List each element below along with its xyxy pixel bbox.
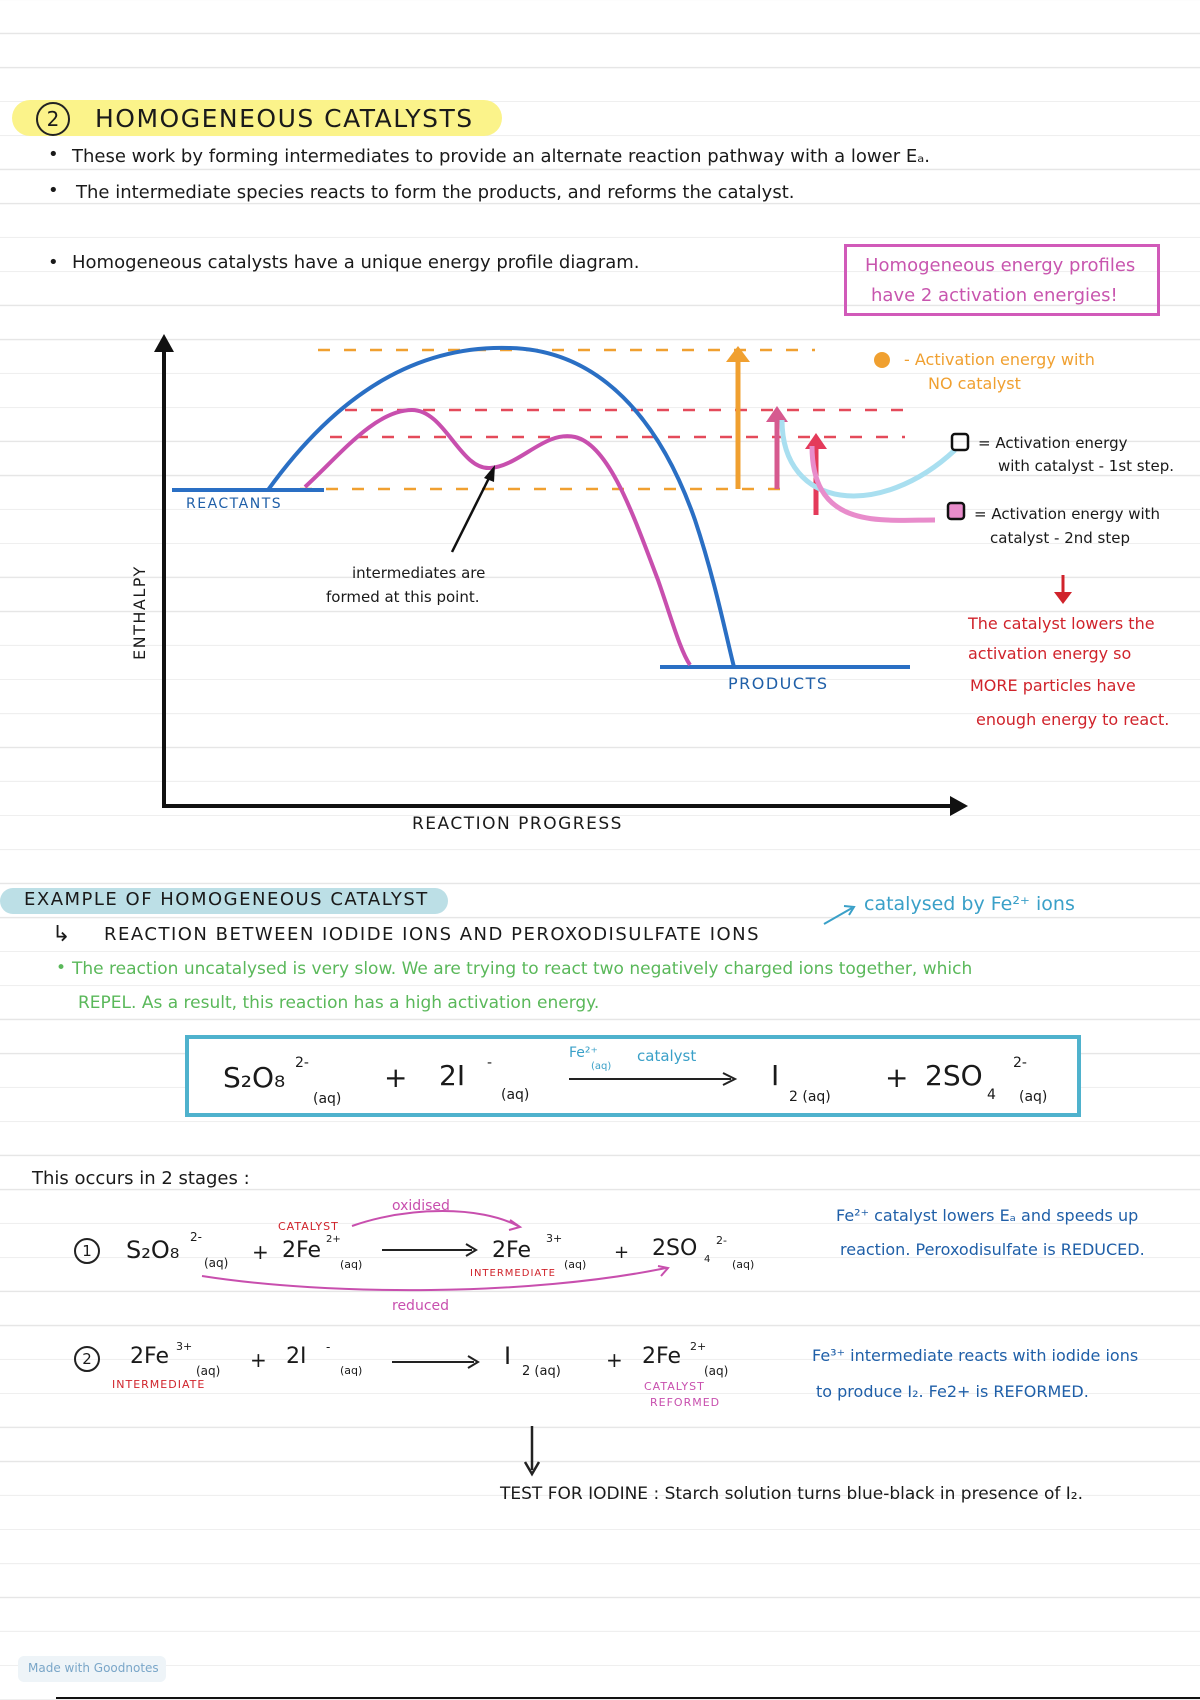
stage2-note-1: Fe³⁺ intermediate reacts with iodide ions xyxy=(812,1346,1139,1365)
section-title: HOMOGENEOUS CATALYSTS xyxy=(95,104,474,133)
x-axis-label: REACTION PROGRESS xyxy=(412,814,623,834)
stage1-sulfate: 2SO xyxy=(652,1236,698,1261)
explanation-4: enough energy to react. xyxy=(976,710,1170,729)
main-equation-box xyxy=(185,1035,1081,1117)
stage1-plus: + xyxy=(614,1242,630,1263)
stage2-number: 2 xyxy=(74,1346,100,1372)
stage1-plus: + xyxy=(252,1240,269,1264)
stage2-note-2: to produce I₂. Fe2+ is REFORMED. xyxy=(816,1382,1089,1401)
stage1-iron3-charge: 3+ xyxy=(546,1232,563,1245)
explanation-2: activation energy so xyxy=(968,644,1132,663)
intermediates-note-1: intermediates are xyxy=(352,564,486,582)
profile-note: Homogeneous catalysts have a unique energy profile diagram. xyxy=(72,252,640,273)
bullet-dot: • xyxy=(56,958,67,978)
section-number: 2 xyxy=(36,102,70,136)
stage2-plus: + xyxy=(250,1348,267,1372)
stage2-state: (aq) xyxy=(340,1364,363,1377)
eq-catalyst-word: catalyst xyxy=(637,1047,697,1065)
stage1-iron3: 2Fe xyxy=(492,1238,531,1263)
footer-divider xyxy=(56,1697,1200,1699)
eq-iodide: 2I xyxy=(439,1059,466,1092)
stage2-iron2: 2Fe xyxy=(642,1344,681,1369)
eq-iodine: I xyxy=(771,1059,780,1092)
stage2-state: (aq) xyxy=(196,1364,221,1378)
eq-plus: + xyxy=(384,1061,408,1094)
example-explanation-1: The reaction uncatalysed is very slow. We are trying to react two negatively charged ions together, which xyxy=(72,959,973,979)
eq-iodine-sub: 2 (aq) xyxy=(789,1089,831,1105)
stage1-state: (aq) xyxy=(732,1258,755,1271)
eq-state-aq: (aq) xyxy=(1019,1089,1048,1105)
stage2-iodide-charge: - xyxy=(326,1340,331,1354)
stage2-reformed-tag: REFORMED xyxy=(650,1396,721,1409)
eq-state-aq: (aq) xyxy=(313,1091,342,1107)
bullet-dot: • xyxy=(48,144,59,165)
legend-step2-1: = Activation energy with xyxy=(974,505,1161,523)
legend-step2-2: catalyst - 2nd step xyxy=(990,529,1130,547)
stage1-peroxodisulfate-charge: 2- xyxy=(190,1230,202,1244)
stage1-state: (aq) xyxy=(204,1256,229,1270)
stage1-reduced-label: reduced xyxy=(392,1298,450,1314)
stage1-note-2: reaction. Peroxodisulfate is REDUCED. xyxy=(840,1240,1145,1259)
footer-badge xyxy=(18,1656,166,1682)
eq-plus: + xyxy=(885,1061,909,1094)
step1-bracket xyxy=(782,420,955,496)
stage2-iron3: 2Fe xyxy=(130,1344,169,1369)
callout-line-1: Homogeneous energy profiles xyxy=(865,255,1136,276)
example-title: EXAMPLE OF HOMOGENEOUS CATALYST xyxy=(24,889,429,910)
bullet-dot: • xyxy=(48,252,59,273)
stage1-intermediate-tag: INTERMEDIATE xyxy=(470,1268,556,1279)
legend-no-catalyst-1: - Activation energy with xyxy=(904,350,1095,369)
reaction-arrow-icon xyxy=(567,1069,739,1089)
uncatalysed-curve xyxy=(268,348,734,667)
stage1-peroxodisulfate: S₂O₈ xyxy=(126,1236,180,1264)
example-explanation-2: REPEL. As a result, this reaction has a high activation energy. xyxy=(78,993,600,1013)
stage1-sulfate-sub: 4 xyxy=(704,1254,711,1265)
explanation-3: MORE particles have xyxy=(970,676,1136,695)
stage2-iodine: I xyxy=(504,1342,512,1370)
y-axis-arrowhead xyxy=(154,334,174,352)
catalysed-by-note: catalysed by Fe²⁺ ions xyxy=(864,893,1075,915)
iodine-test: TEST FOR IODINE : Starch solution turns blue-black in presence of I₂. xyxy=(500,1484,1083,1504)
eq-catalyst-label: Fe²⁺ xyxy=(569,1045,598,1061)
eq-sulfate-charge: 2- xyxy=(1013,1055,1027,1071)
stage2-intermediate-tag: INTERMEDIATE xyxy=(112,1378,206,1391)
bullet-1: These work by forming intermediates to provide an alternate reaction pathway with a lower Eₐ. xyxy=(72,146,930,167)
stage2-iron2-charge: 2+ xyxy=(690,1340,707,1353)
return-arrow-icon: ↳ xyxy=(52,922,71,947)
intermediates-note-2: formed at this point. xyxy=(326,588,480,606)
catalysed-arrow-icon xyxy=(820,900,860,930)
down-arrow-icon xyxy=(520,1424,544,1480)
bullet-dot: • xyxy=(48,180,59,201)
legend-step1-1: = Activation energy xyxy=(978,434,1128,452)
stage1-iron2: 2Fe xyxy=(282,1238,321,1263)
stage2-catalyst-tag: CATALYST xyxy=(644,1380,705,1393)
intermediate-pointer xyxy=(452,472,492,552)
reactants-label: REACTANTS xyxy=(186,496,283,512)
legend-orange-dot xyxy=(874,352,890,368)
eq-iodide-charge: - xyxy=(487,1055,493,1071)
footer-badge-text: Made with Goodnotes xyxy=(28,1661,159,1675)
stage1-state: (aq) xyxy=(340,1258,363,1271)
catalysed-curve xyxy=(305,410,690,665)
stage2-iodine-sub: 2 (aq) xyxy=(522,1364,561,1379)
products-label: PRODUCTS xyxy=(728,674,829,693)
legend-no-catalyst-2: NO catalyst xyxy=(928,374,1021,393)
eq-sulfate: 2SO xyxy=(925,1059,983,1092)
eq-sulfate-sub: 4 xyxy=(987,1087,996,1103)
eq-state-aq: (aq) xyxy=(501,1087,530,1103)
stage2-iron3-charge: 3+ xyxy=(176,1340,193,1353)
step2-bracket xyxy=(812,446,935,520)
stage1-catalyst-tag: CATALYST xyxy=(278,1220,339,1233)
legend-box-step2 xyxy=(948,503,964,519)
stage1-number: 1 xyxy=(74,1238,100,1264)
eq-peroxodisulfate: S₂O₈ xyxy=(223,1061,286,1094)
stage1-note-1: Fe²⁺ catalyst lowers Eₐ and speeds up xyxy=(836,1206,1139,1225)
reaction-title: REACTION BETWEEN IODIDE IONS AND PEROXODISULFATE IONS xyxy=(104,924,761,945)
legend-box-step1 xyxy=(952,434,968,450)
stage1-iron2-charge: 2+ xyxy=(326,1234,341,1245)
callout-line-2: have 2 activation energies! xyxy=(871,285,1118,306)
stage2-iodide: 2I xyxy=(286,1344,307,1369)
stages-intro: This occurs in 2 stages : xyxy=(32,1168,250,1189)
x-axis-arrowhead xyxy=(950,796,968,816)
stage1-oxidised-label: oxidised xyxy=(392,1198,450,1214)
legend-step1-2: with catalyst - 1st step. xyxy=(998,457,1175,475)
explanation-1: The catalyst lowers the xyxy=(968,614,1155,633)
stage2-state: (aq) xyxy=(704,1364,729,1378)
eq-catalyst-state: (aq) xyxy=(591,1061,612,1072)
stage1-state: (aq) xyxy=(564,1258,587,1271)
stage1-sulfate-charge: 2- xyxy=(716,1234,727,1247)
stage2-plus: + xyxy=(606,1348,623,1372)
stage2-reaction-arrow-icon xyxy=(390,1352,490,1372)
y-axis-label: ENTHALPY xyxy=(130,565,149,660)
eq-peroxodisulfate-charge: 2- xyxy=(295,1055,309,1071)
bullet-2: The intermediate species reacts to form the products, and reforms the catalyst. xyxy=(76,182,795,203)
